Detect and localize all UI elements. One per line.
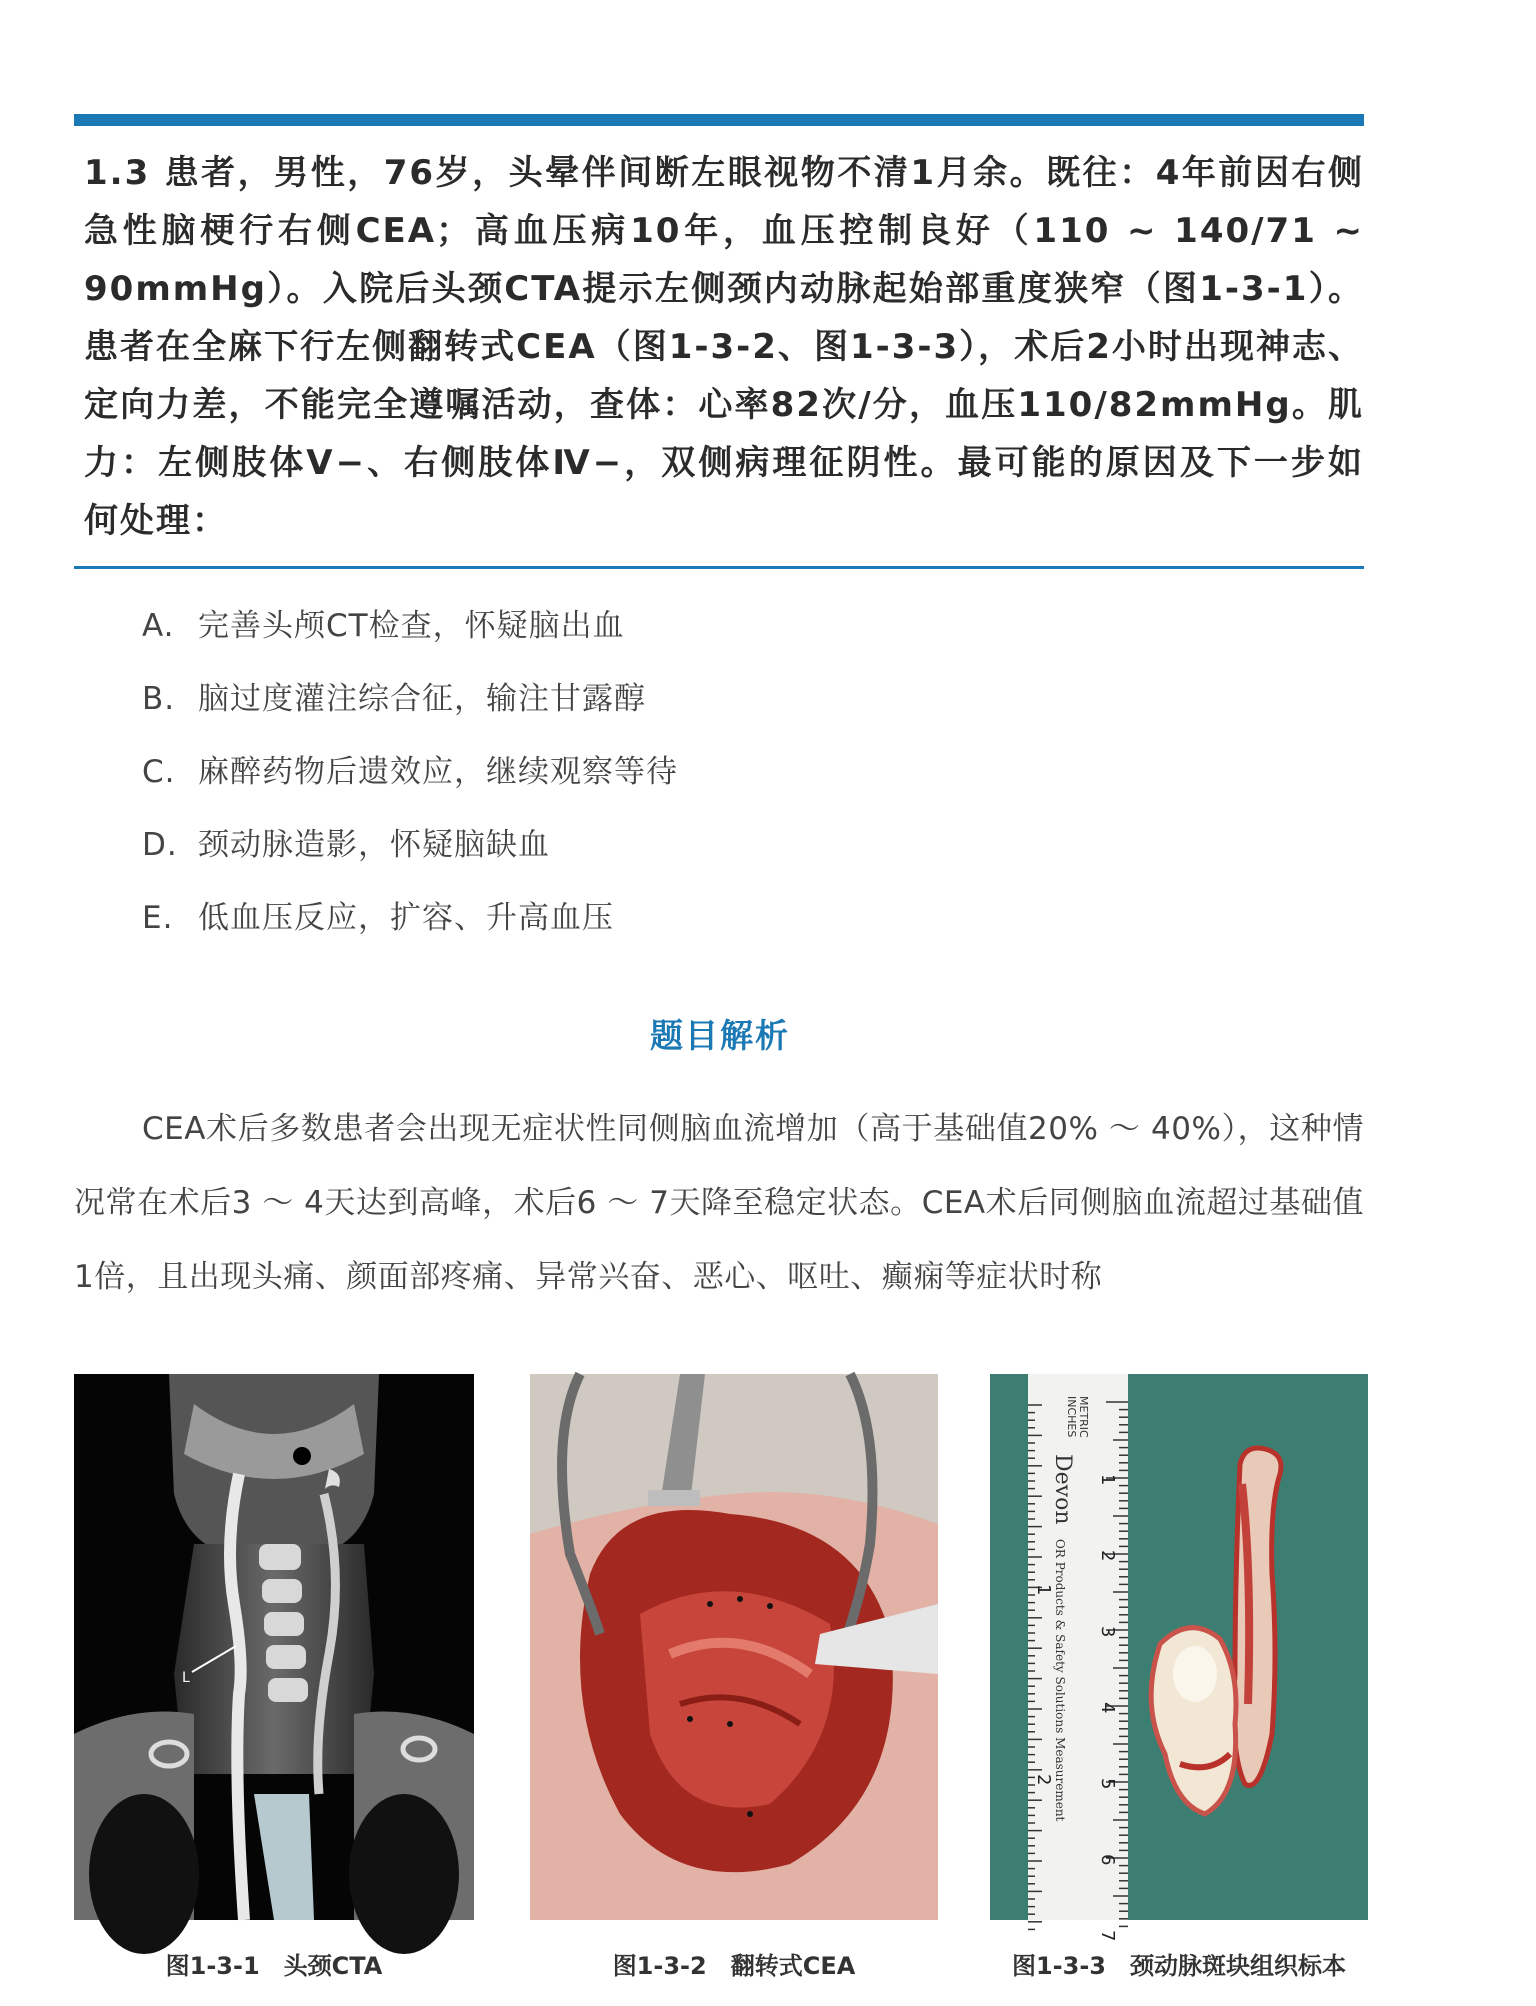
option-letter: C.	[142, 754, 176, 790]
option-a[interactable]	[142, 590, 678, 663]
option-b[interactable]	[142, 663, 678, 736]
specimen-image	[990, 1374, 1368, 1942]
ruler-cm-number: 3	[1097, 1626, 1118, 1638]
question-divider	[74, 566, 1364, 569]
option-letter: B.	[142, 681, 176, 717]
option-text: 麻醉药物后遗效应，继续观察等待	[198, 754, 678, 790]
analysis-paragraph: CEA术后多数患者会出现无症状性同侧脑血流增加（高于基础值20% ～ 40%），这种情况常在术后3 ～ 4天达到高峰，术后6 ～ 7天降至稳定状态。CEA术后同侧脑血流超过基础值1倍，且出现头痛、颜面部疼痛、异常兴奋、恶心、呕吐、癫痫等症状时称	[74, 1111, 1364, 1295]
cta-l-marker: L	[182, 1670, 190, 1686]
option-c[interactable]	[142, 736, 678, 809]
figure-cta	[74, 1374, 474, 1980]
option-text: 低血压反应，扩容、升高血压	[198, 900, 614, 936]
ruler-side-text: OR Products & Safety Solutions Measurement	[1053, 1539, 1067, 1822]
ruler-cm-number: 7	[1097, 1930, 1118, 1942]
analysis-title: 题目解析	[650, 1016, 790, 1055]
cta-image	[74, 1374, 474, 1920]
figure-caption: 图1-3-3 颈动脉斑块组织标本	[1011, 1952, 1347, 1980]
figure-specimen	[990, 1374, 1368, 1980]
specimen-illustration	[990, 1374, 1368, 1942]
answer-options	[142, 590, 678, 955]
top-accent-bar	[74, 114, 1364, 126]
figure-surgery	[530, 1374, 938, 1980]
option-text: 完善头颅CT检查，怀疑脑出血	[198, 608, 625, 644]
option-letter: D.	[142, 827, 178, 863]
surgery-illustration	[530, 1374, 938, 1920]
ruler-cm-number: 5	[1097, 1778, 1118, 1790]
surgery-image	[530, 1374, 938, 1920]
ruler-cm-number: 2	[1097, 1550, 1118, 1562]
ruler-brand: Devon	[1050, 1454, 1075, 1525]
ruler-cm-number: 1	[1097, 1474, 1118, 1486]
cta-illustration	[74, 1374, 474, 1920]
ruler-cm-number: 4	[1097, 1702, 1118, 1714]
option-text: 脑过度灌注综合征，输注甘露醇	[198, 681, 646, 717]
ruler-cm-number: 6	[1097, 1854, 1118, 1866]
ruler-inches-label: INCHES	[1065, 1396, 1078, 1438]
option-letter: E.	[142, 900, 174, 936]
figure-caption: 图1-3-2 翻转式CEA	[612, 1952, 856, 1980]
option-text: 颈动脉造影，怀疑脑缺血	[198, 827, 550, 863]
ruler-inch-number: 1	[1033, 1584, 1054, 1596]
ruler-metric-label: METRIC	[1077, 1396, 1090, 1438]
ruler-inch-number: 2	[1033, 1774, 1054, 1786]
figure-caption: 图1-3-1 头颈CTA	[165, 1952, 383, 1980]
question-text: 1.3 患者，男性，76岁，头晕伴间断左眼视物不清1月余。既往：4年前因右侧急性脑梗行右侧CEA；高血压病10年，血压控制良好（110 ~ 140/71 ~ 90mmHg）。入院后头颈CTA提示左侧颈内动脉起始部重度狭窄（图1-3-1）。患者在全麻下行左侧翻转式CEA（图1-3-2、图1-3-3），术后2小时出现神志、定向力差，不能完全遵嘱活动，查体：心率82次/分，血压110/82mmHg。肌力：左侧肢体Ⅴ−、右侧肢体Ⅳ−，双侧病理征阴性。最可能的原因及下一步如何处理：	[84, 153, 1364, 541]
option-letter: A.	[142, 608, 175, 644]
option-d[interactable]	[142, 809, 678, 882]
option-e[interactable]	[142, 882, 678, 955]
